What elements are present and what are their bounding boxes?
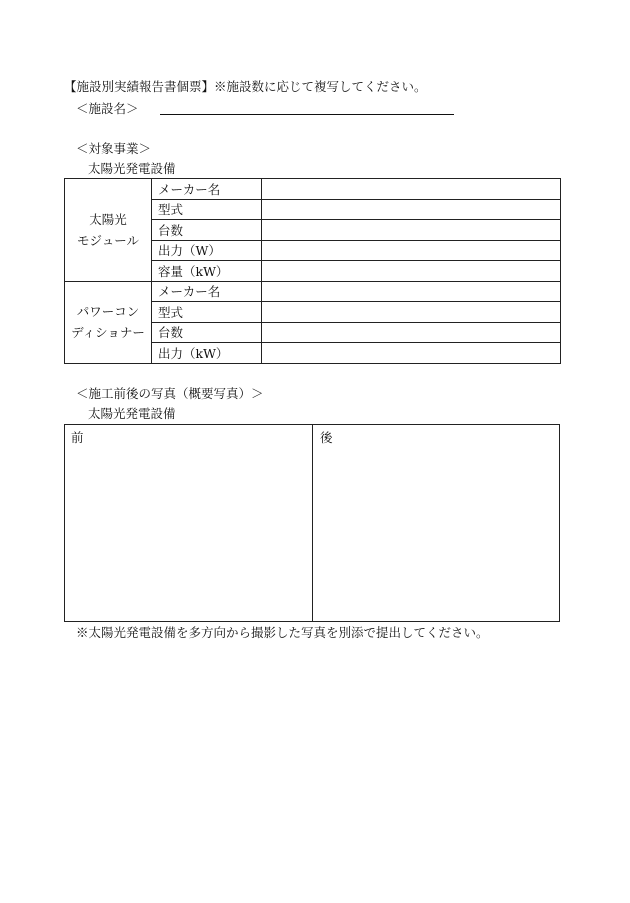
- value-cell[interactable]: [262, 179, 561, 200]
- table-row: [65, 179, 561, 200]
- photo-after-label: 後: [320, 430, 333, 445]
- row-label: 台数: [152, 322, 262, 343]
- group-label-line: 太陽光: [89, 211, 127, 227]
- table-row: [65, 281, 561, 302]
- value-cell[interactable]: [262, 281, 561, 302]
- row-label: 型式: [152, 302, 262, 323]
- row-label: 出力（kW）: [152, 343, 262, 364]
- equipment-label: 太陽光発電設備: [88, 161, 176, 176]
- solar-module-group-label: [65, 179, 152, 282]
- photo-equipment-label: 太陽光発電設備: [88, 406, 176, 421]
- value-cell[interactable]: [262, 322, 561, 343]
- facility-name-label: ＜施設名＞: [76, 101, 139, 116]
- row-label: メーカー名: [152, 179, 262, 200]
- value-cell[interactable]: [262, 343, 561, 364]
- row-label: 台数: [152, 220, 262, 241]
- photo-before-label: 前: [71, 430, 84, 445]
- group-label-line: パワーコン: [76, 304, 140, 319]
- target-section-label: ＜対象事業＞: [76, 141, 152, 156]
- row-label: 型式: [152, 199, 262, 220]
- group-label-line: モジュール: [76, 232, 139, 248]
- row-label: 容量（kW）: [152, 261, 262, 282]
- row-label: 出力（W）: [152, 240, 262, 261]
- photo-box: [64, 424, 560, 622]
- photo-section-label: ＜施工前後の写真（概要写真）＞: [76, 386, 264, 401]
- row-label: メーカー名: [152, 281, 262, 302]
- document-heading: 【施設別実績報告書個票】※施設数に応じて複写してください。: [64, 79, 427, 94]
- power-conditioner-group-label: [65, 281, 152, 363]
- value-cell[interactable]: [262, 199, 561, 220]
- value-cell[interactable]: [262, 302, 561, 323]
- facility-name-input-line[interactable]: [160, 114, 454, 115]
- group-label-line: ディショナー: [71, 325, 145, 340]
- photo-divider: [312, 425, 313, 621]
- equipment-spec-table: [64, 178, 561, 364]
- value-cell[interactable]: [262, 261, 561, 282]
- footnote: ※太陽光発電設備を多方向から撮影した写真を別添で提出してください。: [76, 625, 489, 640]
- value-cell[interactable]: [262, 220, 561, 241]
- value-cell[interactable]: [262, 240, 561, 261]
